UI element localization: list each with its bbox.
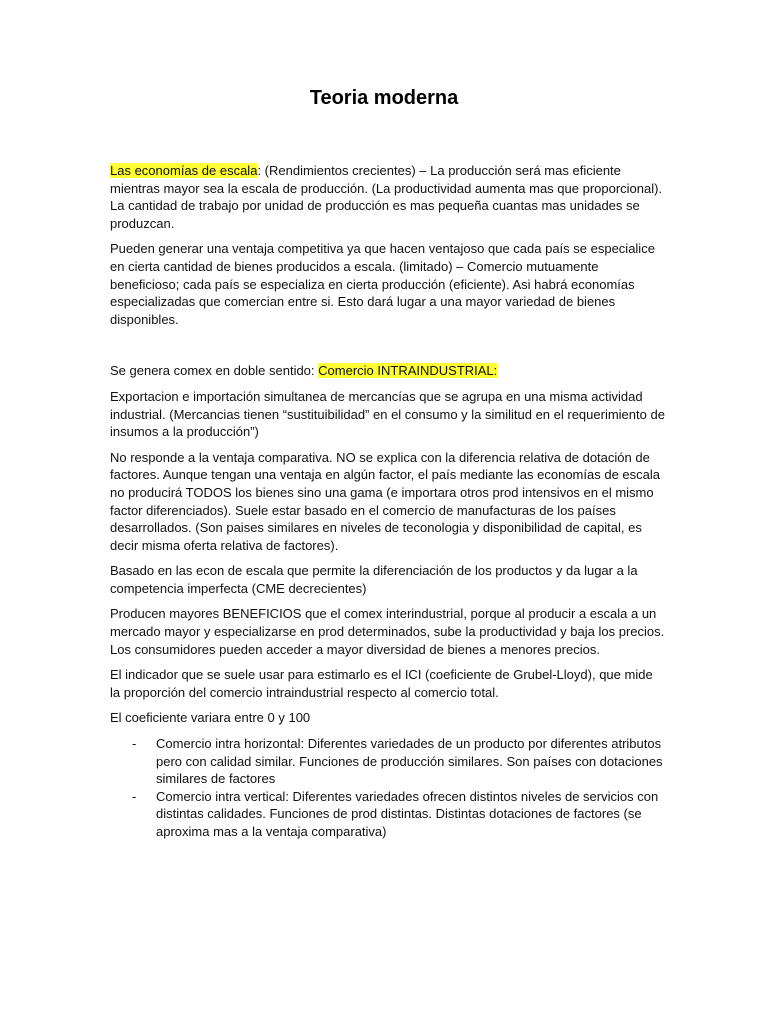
paragraph-definicion: Exportacion e importación simultanea de mercancías que se agrupa en una misma actividad industrial. (Mercancias tienen “sustituibilidad” en el consumo y la similitud en el requerimiento de insumos a la producción”) <box>110 388 665 440</box>
highlighted-term: Las economías de escala <box>110 163 258 178</box>
page-title: Teoria moderna <box>309 87 459 109</box>
document-body <box>110 162 665 841</box>
paragraph-beneficios: Producen mayores BENEFICIOS que el comex interindustrial, porque al producir a escala a un mercado mayor y especializarse en prod determinados, sube la productividad y baja los precios. Los consumidores pueden acceder a mayor diversidad de bienes a menores precios. <box>110 606 665 657</box>
paragraph-econ-escala: Basado en las econ de escala que permite la diferenciación de los productos y da lugar a la competencia imperfecta (CME decrecientes) <box>110 563 638 596</box>
paragraph-ventaja-comparativa: No responde a la ventaja comparativa. NO se explica con la diferencia relativa de dotación de factores. Aunque tengan una ventaja en algún factor, el país mediante las economías de escala no producirá TODOS los bienes sino una gama (e importara otros prod intensivos en el mismo factor diferenciados). Suele estar basado en el comercio de manufacturas de los países desarrollados. (Son paises similares en niveles de teconologia y disponibilidad de capital, es decir misma oferta relativa de factores). <box>110 449 660 553</box>
paragraph-text: Se genera comex en doble sentido: <box>110 363 319 379</box>
list-item <box>132 788 665 841</box>
paragraph-ventaja-competitiva: Pueden generar una ventaja competitiva ya que hacen ventajoso que cada país se especialice en cierta cantidad de bienes producidos a escala. (limitado) – Comercio mutuamente beneficioso; cada país se especializa en cierta producción (eficiente). Asi habrá economías especializadas que comercian entre si. Esto dará lugar a una mayor variedad de bienes disponibles. <box>110 241 655 327</box>
paragraph-comex-doble-sentido <box>110 362 665 380</box>
list-item <box>132 735 665 788</box>
spacer <box>110 336 665 362</box>
list-item-text: Comercio intra vertical: Diferentes variedades ofrecen distintos niveles de servicios con distintas calidades. Funciones de prod distintas. Distintas dotaciones de factores (se aproxima mas a la ventaja comparativa) <box>156 788 659 839</box>
highlighted-term: Comercio INTRAINDUSTRIAL: <box>318 363 498 379</box>
paragraph-text: : (Rendimientos crecientes) – La producción será mas eficiente mientras mayor sea la escala de producción. (La productividad aumenta mas que proporcional). La cantidad de trabajo por unidad de producción es mas pequeña cuantas mas unidades se produzcan. <box>110 163 663 231</box>
paragraph-indicador-ici: El indicador que se suele usar para estimarlo es el ICI (coeficiente de Grubel-Lloyd), que mide la proporción del comercio intraindustrial respecto al comercio total. <box>110 667 653 700</box>
list-item-text: Comercio intra horizontal: Diferentes variedades de un producto por diferentes atributos pero con calidad similar. Funciones de producción similares. Son países con dotaciones similares de factores <box>156 736 663 787</box>
bullet-list <box>110 735 665 841</box>
dash-bullet: - <box>132 788 137 804</box>
paragraph-coeficiente: El coeficiente variara entre 0 y 100 <box>110 710 311 726</box>
paragraph-economias-de-escala <box>110 162 665 232</box>
dash-bullet: - <box>132 736 137 752</box>
